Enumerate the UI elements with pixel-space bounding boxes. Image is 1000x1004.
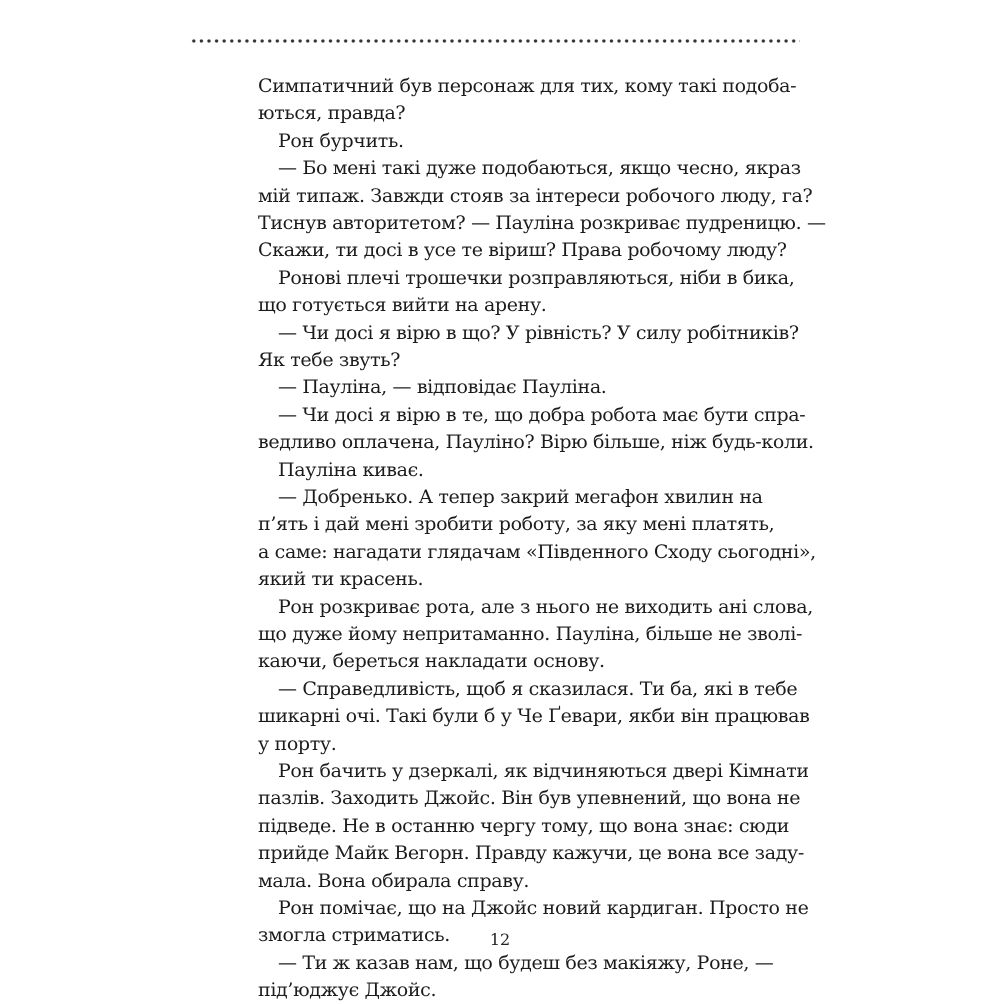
- text-line: шикарні очі. Такі були б у Че Ґевари, якби він працював: [258, 705, 810, 728]
- text-line: ведливо оплачена, Пауліно? Вірю більше, ніж будь-коли.: [258, 431, 814, 454]
- text-line: мій типаж. Завжди стояв за інтереси робочого люду, га?: [258, 184, 813, 207]
- text-line: — Бо мені такі дуже подобаються, якщо чесно, якраз: [278, 157, 801, 180]
- text-line: Тиснув авторитетом? — Пауліна розкриває пудреницю. —: [258, 212, 826, 234]
- text-line: ються, правда?: [258, 102, 406, 125]
- text-line: — Справедливість, щоб я сказилася. Ти ба, які в тебе: [278, 677, 798, 700]
- text-line: змогла стриматись.: [258, 924, 450, 947]
- text-line: мала. Вона обирала справу.: [258, 869, 530, 892]
- text-line: Симпатичний був персонаж для тих, кому такі подоба-: [258, 75, 797, 97]
- text-line: що дуже йому непритаманно. Пауліна, більше не зволі-: [258, 623, 803, 645]
- text-line: у порту.: [258, 732, 337, 755]
- text-line: — Добренько. А тепер закрий мегафон хвилин на: [278, 486, 763, 508]
- text-line: Як тебе звуть?: [258, 349, 401, 371]
- page-number: 12: [489, 930, 511, 949]
- text-line: — Чи досі я вірю в що? У рівність? У силу робітників?: [278, 321, 799, 344]
- text-line: Рон розкриває рота, але з нього не виходить ані слова,: [278, 595, 813, 618]
- text-line: Рон помічає, що на Джойс новий кардиган. Просто не: [278, 897, 809, 919]
- text-line: — Ти ж казав нам, що будеш без макіяжу, Роне, —: [278, 951, 774, 974]
- text-line: під’юджує Джойс.: [258, 979, 437, 1002]
- text-line: п’ять і дай мені зробити роботу, за яку мені платять,: [258, 513, 775, 536]
- text-line: що готується вийти на арену.: [258, 294, 547, 317]
- text-line: Пауліна киває.: [278, 458, 424, 481]
- text-line: прийде Майк Вегорн. Правду кажучи, це вона все заду-: [258, 842, 804, 865]
- text-line: Ронові плечі трошечки розправляються, ніби в бика,: [278, 266, 795, 289]
- text-line: — Чи досі я вірю в те, що добра робота має бути спра-: [278, 403, 806, 426]
- text-line: — Пауліна, — відповідає Пауліна.: [278, 376, 607, 399]
- text-line: пазлів. Заходить Джойс. Він був упевнений, що вона не: [258, 787, 801, 810]
- text-line: Рон бурчить.: [278, 129, 404, 152]
- header-dotted-rule: [190, 38, 800, 44]
- text-line: Скажи, ти досі в усе те віриш? Права робочому люду?: [258, 239, 787, 262]
- text-line: Рон бачить у дзеркалі, як відчиняються двері Кімнати: [278, 760, 809, 782]
- text-line: який ти красень.: [258, 568, 424, 591]
- text-line: а саме: нагадати глядачам «Південного Сходу сьогодні»,: [258, 540, 816, 563]
- text-line: каючи, береться накладати основу.: [258, 650, 605, 673]
- text-line: підведе. Не в останню чергу тому, що вона знає: сюди: [258, 814, 790, 837]
